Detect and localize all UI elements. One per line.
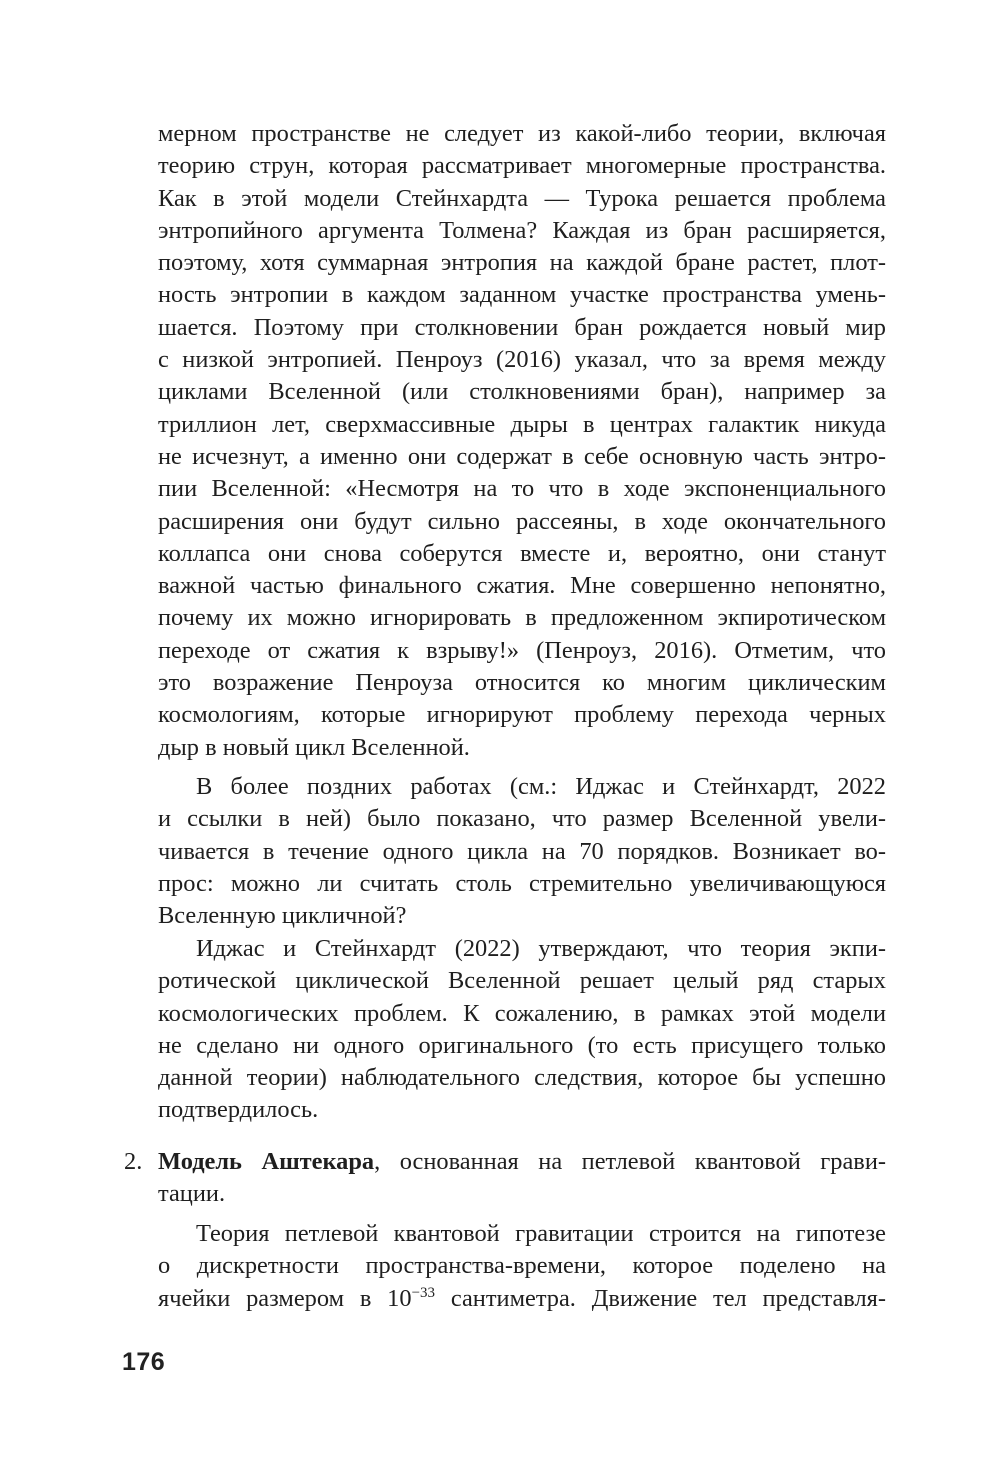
text-line: о дискретности пространства-времени, которое поделено на xyxy=(158,1252,886,1280)
text-line: чивается в течение одного цикла на 70 порядков. Возникает во- xyxy=(158,837,886,865)
list-item-term: Модель Аштекара xyxy=(158,1148,375,1175)
text-line: прос: можно ли считать столь стремительно увеличивающуюся xyxy=(158,869,886,897)
text-line: расширения они будут сильно рассеяны, в ходе окончательного xyxy=(158,507,886,535)
text-line xyxy=(158,1283,886,1315)
text-line: ность энтропии в каждом заданном участке пространства умень- xyxy=(158,281,886,309)
text-line: Как в этой модели Стейнхардта — Турока решается проблема xyxy=(158,184,886,212)
text-line: почему их можно игнорировать в предложенном экпиротическом xyxy=(158,604,886,632)
text-line: тации. xyxy=(158,1180,226,1208)
list-item-body xyxy=(158,1146,886,1211)
text-line: космологиям, которые игнорируют проблему перехода черных xyxy=(158,701,886,729)
list-number: 2. xyxy=(124,1148,143,1175)
text-line: дыр в новый цикл Вселенной. xyxy=(158,733,470,761)
text-line: важной частью финального сжатия. Мне совершенно непонятно, xyxy=(158,572,886,600)
text-fragment: ячейки размером в 10 xyxy=(158,1284,412,1312)
text-line: космологических проблем. К сожалению, в рамках этой модели xyxy=(158,999,886,1027)
text-line: поэтому, хотя суммарная энтропия на каждой бране растет, плот- xyxy=(158,249,886,277)
text-line: данной теории) наблюдательного следствия, которое бы успешно xyxy=(158,1064,886,1092)
text-line: с низкой энтропией. Пенроуз (2016) указал, что за время между xyxy=(158,346,886,374)
text-line: теорию струн, которая рассматривает многомерные пространства. xyxy=(158,152,886,180)
text-line: и ссылки в ней) было показано, что размер Вселенной увели- xyxy=(158,805,886,833)
text-line: переходе от сжатия к взрыву!» (Пенроуз, 2016). Отметим, что xyxy=(158,636,886,664)
paragraph-ijjas-steinhardt xyxy=(158,933,886,1127)
text-line: В более поздних работах (см.: Иджас и Стейнхардт, 2022 xyxy=(196,773,886,800)
text-line: Иджас и Стейнхардт (2022) утверждают, что теория экпи- xyxy=(196,935,886,962)
paragraph-loop-quantum-gravity xyxy=(158,1218,886,1315)
paragraph-tolman-entropy xyxy=(158,118,886,764)
text-fragment: сантиметра. Движение тел представля- xyxy=(435,1284,886,1312)
text-line: пии Вселенной: «Несмотря на то что в ходе экспоненциального xyxy=(158,475,886,503)
text-line: не сделано ни одного оригинального (то есть присущего только xyxy=(158,1031,886,1059)
text-line: ротической циклической Вселенной решает целый ряд старых xyxy=(158,967,886,995)
text-line: триллион лет, сверхмассивные дыры в центрах галактик никуда xyxy=(158,410,886,438)
exponent: −33 xyxy=(411,1284,436,1301)
text-line: мерном пространстве не следует из какой-либо теории, включая xyxy=(158,120,886,147)
text-line: не исчезнут, а именно они содержат в себе основную часть энтро- xyxy=(158,442,886,470)
text-line: циклами Вселенной (или столкновениями бран), например за xyxy=(158,378,886,406)
text-line: Вселенную цикличной? xyxy=(158,902,407,930)
text-line: Теория петлевой квантовой гравитации строится на гипотезе xyxy=(196,1220,886,1247)
text-line: шается. Поэтому при столкновении бран рождается новый мир xyxy=(158,313,886,341)
list-item-text: , основанная на петлевой квантовой грави- xyxy=(374,1148,886,1175)
page-number: 176 xyxy=(122,1348,166,1376)
paragraph-later-works xyxy=(158,771,886,932)
text-line: энтропийного аргумента Толмена? Каждая из бран расширяется, xyxy=(158,216,886,244)
text-line: подтвердилось. xyxy=(158,1096,319,1124)
text-line xyxy=(158,1146,886,1178)
text-line: коллапса они снова соберутся вместе и, вероятно, они станут xyxy=(158,539,886,567)
text-line: это возражение Пенроуза относится ко многим циклическим xyxy=(158,669,886,697)
